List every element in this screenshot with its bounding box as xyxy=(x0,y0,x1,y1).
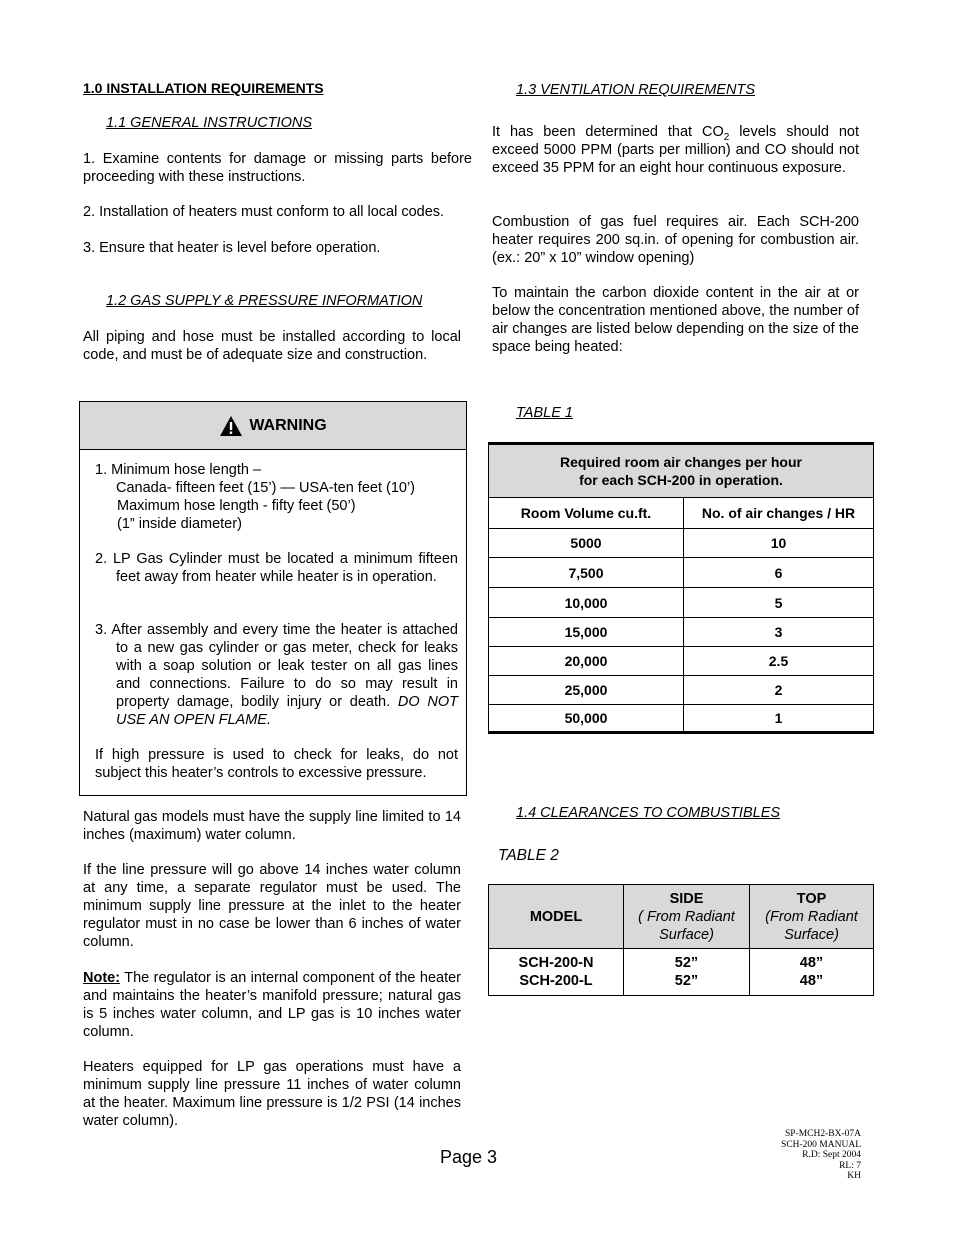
footer-line-1: SP-MCH2-BX-07A xyxy=(784,1129,861,1139)
top-title: TOP xyxy=(796,890,827,907)
warning-item-2: 2. LP Gas Cylinder must be located a minimum fifteen feet away from heater while heater is in operation. xyxy=(95,551,458,585)
warning-item-3-text: 3. After assembly and every time the heater is attached to a new gas cylinder or gas meter, check for leaks with a soap solution or leak tester on all gas lines and connections. Failure to do so may result in property damage, bodily injury or death. xyxy=(95,622,458,710)
volume-cell: 20,000 xyxy=(489,647,684,676)
table2-label: TABLE 2 xyxy=(498,847,559,864)
footer-line-4: RL: 7 xyxy=(839,1160,861,1171)
volume-cell: 15,000 xyxy=(489,618,684,647)
side-sub1: ( From Radiant xyxy=(638,908,735,925)
natural-gas-paragraph: Natural gas models must have the supply line limited to 14 inches (maximum) water column. xyxy=(83,809,461,843)
changes-cell: 5 xyxy=(684,588,874,618)
table-row xyxy=(489,558,874,588)
volume-cell: 7,500 xyxy=(489,558,684,588)
general-item-2: 2. Installation of heaters must conform to all local codes. xyxy=(83,204,445,220)
changes-cell: 2 xyxy=(684,676,874,705)
volume-cell: 5000 xyxy=(489,529,684,558)
warning-title: WARNING xyxy=(249,416,327,434)
gas-supply-paragraph: All piping and hose must be installed according to local code, and must be of adequate size and construction. xyxy=(83,329,461,363)
clearances-table xyxy=(488,884,874,996)
table2-header-model: MODEL xyxy=(489,885,624,949)
note-text: The regulator is an internal component of the heater and maintains the heater’s manifold pressure; natural gas is 5 inches water column, and LP gas is 10 inches water column. xyxy=(83,970,461,1040)
warning-item-1-line3: Maximum hose length - fifty feet (50’) xyxy=(117,498,356,514)
general-item-3: 3. Ensure that heater is level before operation. xyxy=(83,240,381,256)
changes-cell: 2.5 xyxy=(684,647,874,676)
vent-p1-start: It has been determined that CO xyxy=(492,124,724,140)
warning-triangle-icon xyxy=(219,415,243,437)
volume-cell: 50,000 xyxy=(489,705,684,733)
warning-item-1 xyxy=(95,461,445,533)
footer-line-2: SCH-200 MANUAL xyxy=(781,1139,861,1150)
volume-cell: 25,000 xyxy=(489,676,684,705)
table2-header-side xyxy=(624,885,750,949)
general-item-1: 1. Examine contents for damage or missing parts before proceeding with these instructions. xyxy=(83,151,472,185)
table1-caption-line1: Required room air changes per hour xyxy=(560,454,802,470)
model-n: SCH-200-N xyxy=(518,955,594,971)
side-l: 52” xyxy=(674,973,699,989)
vent-p1-end: levels should not exceed 5000 PPM (parts per million) and CO should not exceed 35 PPM for an eight hour continuous exposure. xyxy=(492,124,859,176)
section-heading-installation: 1.0 INSTALLATION REQUIREMENTS xyxy=(83,80,324,96)
changes-cell: 6 xyxy=(684,558,874,588)
ventilation-paragraph-3: To maintain the carbon dioxide content in the air at or below the concentration mentioned above, the number of air changes are listed below depending on the size of the space being heated: xyxy=(492,285,859,355)
air-changes-table xyxy=(488,442,874,734)
table1-caption xyxy=(489,444,874,498)
side-title: SIDE xyxy=(669,890,704,907)
model-l: SCH-200-L xyxy=(519,973,593,989)
heading-general-instructions: 1.1 GENERAL INSTRUCTIONS xyxy=(106,115,313,131)
table1-label: TABLE 1 xyxy=(516,405,573,421)
heading-gas-supply: 1.2 GAS SUPPLY & PRESSURE INFORMATION xyxy=(106,293,423,309)
ventilation-paragraph-2: Combustion of gas fuel requires air. Each SCH-200 heater requires 200 sq.in. of opening for combustion air. (ex.: 20” x 10” window opening) xyxy=(492,214,859,266)
table1-header-changes: No. of air changes / HR xyxy=(684,498,874,529)
lp-gas-paragraph: Heaters equipped for LP gas operations must have a minimum supply line pressure 11 inches of water column at the heater. Maximum line pressure is 1/2 PSI (14 inches water column). xyxy=(83,1059,461,1129)
warning-item-1-line4: (1” inside diameter) xyxy=(117,516,242,532)
model-cell xyxy=(489,949,624,996)
warning-item-3-emphasis: DO NOT USE AN OPEN FLAME. xyxy=(116,694,458,728)
side-n: 52” xyxy=(674,955,699,971)
note-label: Note: xyxy=(83,970,121,986)
ventilation-paragraph-1 xyxy=(492,123,859,177)
side-cell xyxy=(624,949,750,996)
heading-clearances: 1.4 CLEARANCES TO COMBUSTIBLES xyxy=(516,805,781,821)
changes-cell: 3 xyxy=(684,618,874,647)
warning-item-1-line2: Canada- fifteen feet (15’) — USA-ten feet (10’) xyxy=(116,480,416,496)
page-number: Page 3 xyxy=(440,1147,498,1167)
footer-line-3: R.D: Sept 2004 xyxy=(802,1150,861,1160)
warning-item-3 xyxy=(95,621,458,729)
top-l: 48” xyxy=(799,973,824,989)
warning-item-1-line1: 1. Minimum hose length – xyxy=(95,462,262,478)
volume-cell: 10,000 xyxy=(489,588,684,618)
top-sub2: Surface) xyxy=(784,926,839,943)
footer-line-5: KH xyxy=(847,1171,861,1181)
table1-header-volume: Room Volume cu.ft. xyxy=(489,498,684,529)
table-row xyxy=(489,647,874,676)
side-sub2: Surface) xyxy=(659,926,714,943)
table-row xyxy=(489,529,874,558)
top-n: 48” xyxy=(799,955,824,971)
table-row xyxy=(489,949,874,996)
regulator-note xyxy=(83,969,461,1041)
table-row xyxy=(489,588,874,618)
table-row xyxy=(489,705,874,733)
changes-cell: 1 xyxy=(684,705,874,733)
changes-cell: 10 xyxy=(684,529,874,558)
warning-header xyxy=(80,402,466,450)
table-row xyxy=(489,618,874,647)
warning-note: If high pressure is used to check for leaks, do not subject this heater’s controls to excessive pressure. xyxy=(95,747,458,781)
line-pressure-paragraph: If the line pressure will go above 14 inches water column at any time, a separate regulator must be used. The minimum supply line pressure at the inlet to the heater regulator must in no case be lower than 6 inches of water column. xyxy=(83,862,461,950)
document-code xyxy=(760,1129,861,1182)
top-cell xyxy=(750,949,874,996)
heading-ventilation: 1.3 VENTILATION REQUIREMENTS xyxy=(516,82,756,98)
table2-header-top xyxy=(750,885,874,949)
table1-caption-line2: for each SCH-200 in operation. xyxy=(579,472,783,488)
co2-subscript: 2 xyxy=(723,131,730,143)
table-row xyxy=(489,676,874,705)
top-sub1: (From Radiant xyxy=(765,908,858,925)
